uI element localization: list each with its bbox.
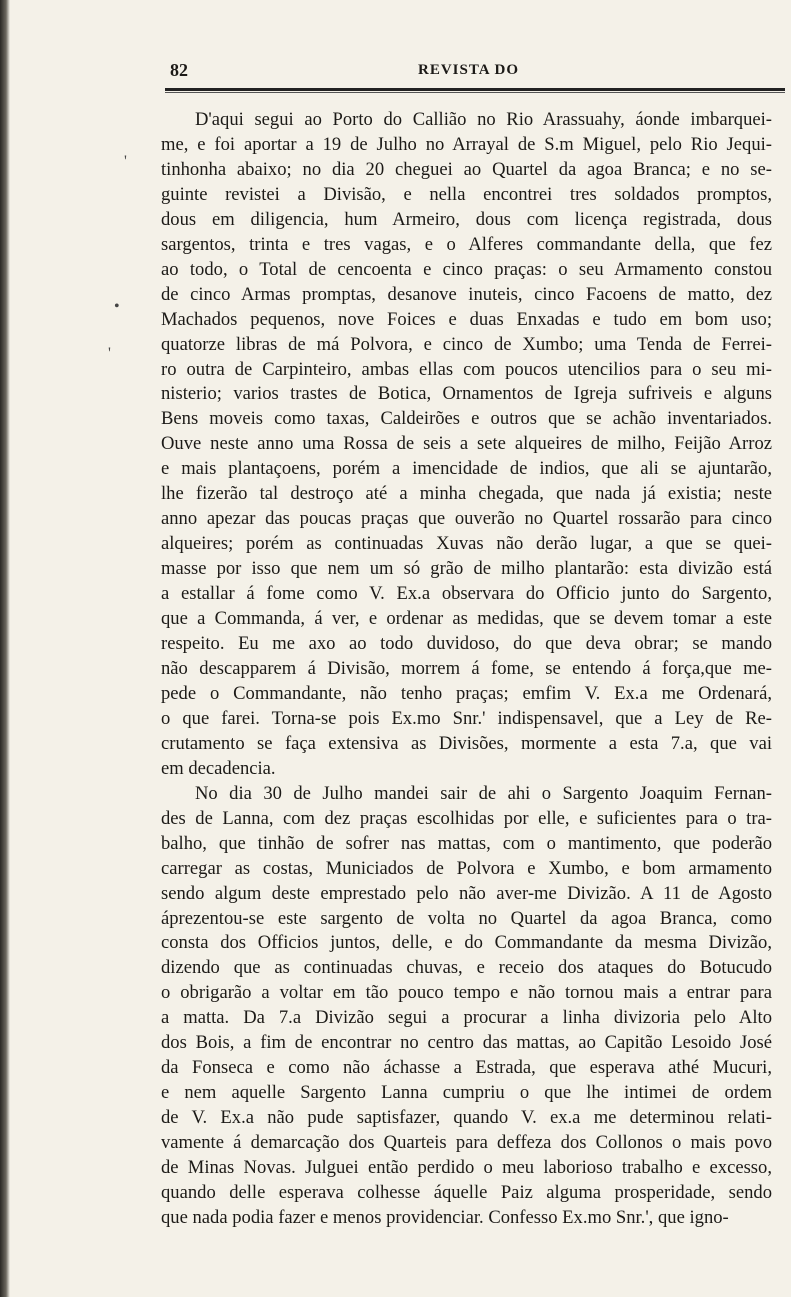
- running-title: REVISTA DO: [418, 62, 519, 78]
- text-line: pede o Commandante, não tenho praças; emfim V. Ex.a me Ordenará,: [161, 682, 772, 704]
- text-line: dos Bois, a fim de encontrar no centro das mattas, ao Capitão Lesoido José: [161, 1032, 772, 1054]
- text-line: balho, que tinhão de sofrer nas mattas, com o mantimento, que poderão: [161, 832, 772, 854]
- text-line: Bens moveis como taxas, Caldeirões e outros que se achão inventariados.: [161, 408, 772, 430]
- text-line: alqueires; porém as continuadas Xuvas não derão lugar, a que se quei-: [161, 533, 772, 555]
- text-line: nisterio; varios trastes de Botica, Ornamentos de Igreja sufriveis e alguns: [161, 383, 772, 405]
- text-line: não descapparem á Divisão, morrem á fome, se entendo á força,que me-: [161, 657, 772, 679]
- text-line: quatorze libras de má Polvora, e cinco de Xumbo; uma Tenda de Ferrei-: [161, 333, 772, 355]
- text-line: quando delle esperava colhesse áquelle Paiz alguma prosperidade, sendo: [161, 1181, 772, 1203]
- text-line: masse por isso que nem um só grão de milho plantarão: esta divizão está: [161, 558, 772, 580]
- text-line: ao todo, o Total de cencoenta e cinco praças: o seu Armamento constou: [161, 258, 772, 280]
- text-line: Machados pequenos, nove Foices e duas Enxadas e tudo em bom uso;: [161, 308, 772, 330]
- text-line: me, e foi aportar a 19 de Julho no Arrayal de S.m Miguel, pelo Rio Jequi-: [161, 133, 772, 155]
- text-line: e mais plantaçoens, porém a imencidade de indios, que ali se ajuntarão,: [161, 458, 772, 480]
- text-line: o que farei. Torna-se pois Ex.mo Snr.' indispensavel, que a Ley de Re-: [161, 707, 772, 729]
- text-line: áprezentou-se este sargento de volta no Quartel da agoa Branca, como: [161, 907, 772, 929]
- text-line: a estallar á fome como V. Ex.a observara do Officio junto do Sargento,: [161, 583, 772, 605]
- text-line: e nem aquelle Sargento Lanna cumpriu o que lhe intimei de ordem: [161, 1082, 772, 1104]
- text-line: Ouve neste anno uma Rossa de seis a sete alqueires de milho, Feijão Arroz: [161, 433, 772, 455]
- text-line: de V. Ex.a não pude saptisfazer, quando V. ex.a me determinou relati-: [161, 1107, 772, 1129]
- text-line: que nada podia fazer e menos providenciar. Confesso Ex.mo Snr.', que igno-: [161, 1206, 729, 1228]
- margin-mark: •: [114, 298, 120, 315]
- header-rule: [165, 88, 785, 91]
- paragraph: [161, 782, 772, 1231]
- text-line: respeito. Eu me axo ao todo duvidoso, do que deva obrar; se mando: [161, 633, 772, 655]
- text-line: anno apezar das poucas praças que ouverão no Quartel rossarão para cinco: [161, 508, 772, 530]
- paragraph: [161, 108, 772, 782]
- text-line: tinhonha abaixo; no dia 20 cheguei ao Quartel da agoa Branca; e no se-: [161, 158, 772, 180]
- text-line: que a Commanda, á ver, e ordenar as medidas, que se devem tomar a este: [161, 608, 772, 630]
- text-line: sendo algum deste emprestado pelo não aver-me Divizão. A 11 de Agosto: [161, 882, 772, 904]
- text-line: dous em diligencia, hum Armeiro, dous com licença registrada, dous: [161, 208, 772, 230]
- text-line: em decadencia.: [161, 757, 276, 779]
- text-line: ro outra de Carpinteiro, ambas ellas com poucos utencilios para o seu mi-: [161, 358, 772, 380]
- page-number: 82: [170, 60, 188, 80]
- margin-mark: ': [124, 153, 127, 170]
- scan-edge-shadow: [0, 0, 10, 1297]
- text-line: consta dos Officios juntos, delle, e do Commandante da mesma Divizão,: [161, 932, 772, 954]
- text-line: sargentos, trinta e tres vagas, e o Alferes commandante della, que fez: [161, 233, 772, 255]
- text-line: o obrigarão a voltar em tão pouco tempo e não tornou mais a entrar para: [161, 982, 772, 1004]
- text-line: guinte revistei a Divisão, e nella encontrei tres soldados promptos,: [161, 183, 772, 205]
- text-line: de cinco Armas promptas, desanove inuteis, cinco Facoens de matto, dez: [161, 283, 772, 305]
- margin-mark: ': [108, 345, 111, 362]
- text-line: dizendo que as continuadas chuvas, e receio dos ataques do Botucudo: [161, 957, 772, 979]
- text-line: des de Lanna, com dez praças escolhidas por elle, e suficientes para o tra-: [161, 807, 772, 829]
- text-line: a matta. Da 7.a Divizão segui a procurar a linha divizoria pelo Alto: [161, 1007, 772, 1029]
- text-line: D'aqui segui ao Porto do Callião no Rio Arassuahy, áonde imbarquei-: [195, 109, 772, 130]
- text-line: vamente á demarcação dos Quarteis para deffeza dos Collonos o mais povo: [161, 1132, 772, 1154]
- page-header: [160, 60, 790, 82]
- body-text: [161, 108, 772, 1231]
- text-line: de Minas Novas. Julguei então perdido o meu laborioso trabalho e excesso,: [161, 1157, 772, 1179]
- text-line: da Fonseca e como não áchasse a Estrada, que esperava athé Mucuri,: [161, 1057, 772, 1079]
- text-line: No dia 30 de Julho mandei sair de ahi o Sargento Joaquim Fernan-: [195, 782, 772, 804]
- text-line: crutamento se faça extensiva as Divisões, mormente a esta 7.a, que vai: [161, 732, 772, 754]
- text-line: carregar as costas, Municiados de Polvora e Xumbo, e bom armamento: [161, 857, 772, 879]
- text-line: lhe fizerão tal destroço até a minha chegada, que nada já existia; neste: [161, 483, 772, 505]
- header-rule-thin: [165, 92, 785, 93]
